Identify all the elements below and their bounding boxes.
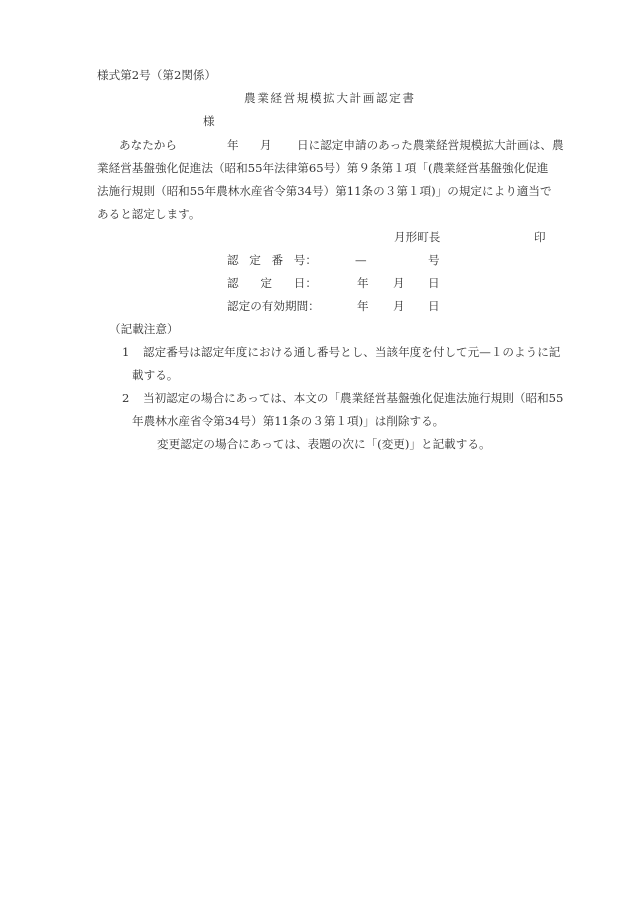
- body-line-1-rest: 日に認定申請のあった農業経営規模拡大計画は、農: [297, 138, 564, 152]
- body-line-2: 業経営基盤強化促進法（昭和55年法律第65号）第９条第１項「(農業経営基盤強化促進: [97, 161, 549, 175]
- label-char: 認: [227, 276, 239, 290]
- certification-date-day: 日: [428, 276, 440, 290]
- field-label-certification-number: [227, 255, 317, 267]
- label-char: 認: [227, 253, 239, 267]
- body-line-4: あると認定します。: [97, 207, 201, 221]
- note-2-line-1: 当初認定の場合にあっては、本文の「農業経営基盤強化促進法施行規則（昭和55: [143, 391, 564, 405]
- note-extra: 変更認定の場合にあっては、表題の次に「(変更)」と記載する。: [157, 437, 491, 451]
- note-1-line-1: 認定番号は認定年度における通し番号とし、当該年度を付して元—１のように記: [143, 345, 561, 359]
- note-2-line-2: 年農林水産省令第34号）第11条の３第１項)」は削除する。: [132, 414, 445, 428]
- addressee-suffix: 様: [203, 114, 215, 128]
- note-2-number: 2: [122, 391, 130, 405]
- field-label-validity-period: 認定の有効期間：: [227, 299, 320, 313]
- note-1-number: 1: [122, 345, 130, 359]
- label-char: 番: [271, 253, 284, 267]
- document-title: 農業経営規模拡大計画認定書: [244, 91, 416, 105]
- label-char: 定: [249, 253, 261, 267]
- label-char: 日：: [293, 276, 317, 290]
- field-label-certification-date: [227, 278, 317, 290]
- body-line-1-text: あなたから: [119, 138, 177, 152]
- certification-number-suffix: 号: [428, 253, 440, 267]
- signatory-name: 月形町長: [394, 230, 441, 244]
- certification-date-year: 年: [357, 276, 369, 290]
- seal-mark: 印: [534, 230, 546, 244]
- validity-period-year: 年: [357, 299, 369, 313]
- certification-date-month: 月: [393, 276, 405, 290]
- body-line-1-month: 月: [260, 138, 272, 152]
- label-char: 定: [260, 276, 272, 290]
- form-number: 様式第2号（第2関係）: [97, 68, 217, 82]
- validity-period-month: 月: [393, 299, 405, 313]
- certification-number-dash: —: [355, 253, 367, 267]
- body-line-3: 法施行規則（昭和55年農林水産省令第34号）第11条の３第１項)」の規定により適当で: [97, 184, 552, 198]
- notes-heading: （記載注意）: [109, 322, 179, 336]
- validity-period-day: 日: [428, 299, 440, 313]
- note-1-line-2: 載する。: [132, 368, 179, 382]
- body-line-1-year: 年: [227, 138, 239, 152]
- label-char: 号：: [293, 253, 317, 267]
